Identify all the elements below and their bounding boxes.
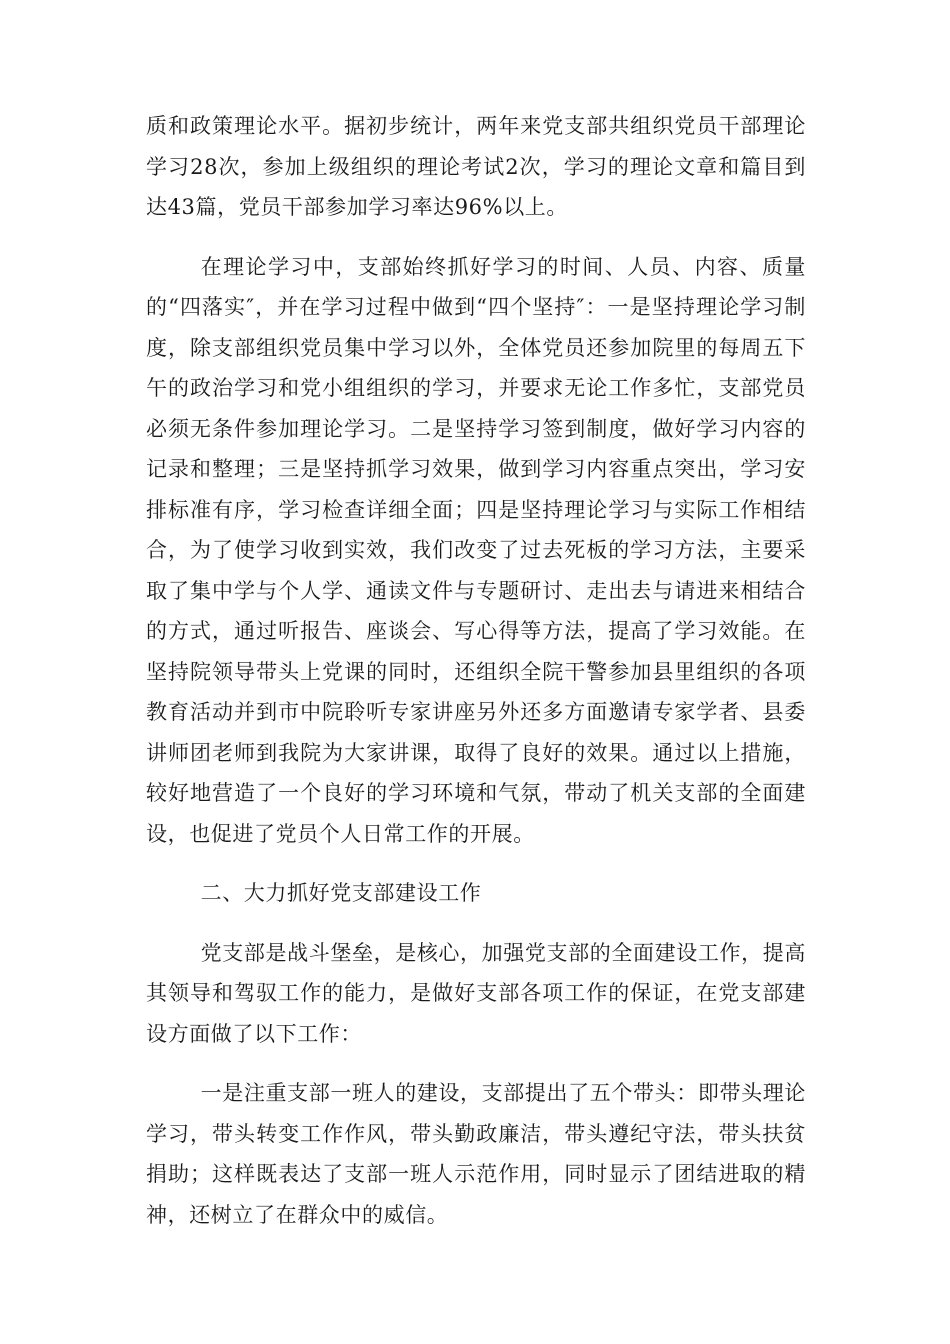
paragraph-1: 质和政策理论水平。据初步统计，两年来党支部共组织党员干部理论学习28次，参加上级组织的理论考试2次，学习的理论文章和篇目到达43篇，党员干部参加学习率达96%以上。 [146,114,806,219]
paragraph-2: 在理论学习中，支部始终抓好学习的时间、人员、内容、质量的“四落实″，并在学习过程中做到“四个坚持″：一是坚持理论学习制度，除支部组织党员集中学习以外，全体党员还参加院里的每周五下午的政治学习和党小组组织的学习，并要求无论工作多忙，支部党员必须无条件参加理论学习。二是坚持学习签到制度，做好学习内容的记录和整理；三是坚持抓学习效果，做到学习内容重点突出，学习安排标准有序，学习检查详细全面；四是坚持理论学习与实际工作相结合，为了使学习收到实效，我们改变了过去死板的学习方法，主要采取了集中学与个人学、通读文件与专题研讨、走出去与请进来相结合的方式，通过听报告、座谈会、写心得等方法，提高了学习效能。在坚持院领导带头上党课的同时，还组织全院干警参加县里组织的各项教育活动并到市中院聆听专家讲座另外还多方面邀请专家学者、县委讲师团老师到我院为大家讲课，取得了良好的效果。通过以上措施，较好地营造了一个良好的学习环境和气氛，带动了机关支部的全面建设，也促进了党员个人日常工作的开展。 [146,254,806,846]
section-heading-2: 二、大力抓好党支部建设工作 [200,881,482,905]
document-body [146,106,806,1254]
paragraph-3: 党支部是战斗堡垒，是核心，加强党支部的全面建设工作，提高其领导和驾驭工作的能力，是做好支部各项工作的保证，在党支部建设方面做了以下工作： [146,940,806,1046]
paragraph-4: 一是注重支部一班人的建设，支部提出了五个带头：即带头理论学习，带头转变工作作风，带头勤政廉洁，带头遵纪守法，带头扶贫捐助；这样既表达了支部一班人示范作用，同时显示了团结进取的精神，还树立了在群众中的威信。 [146,1081,806,1227]
